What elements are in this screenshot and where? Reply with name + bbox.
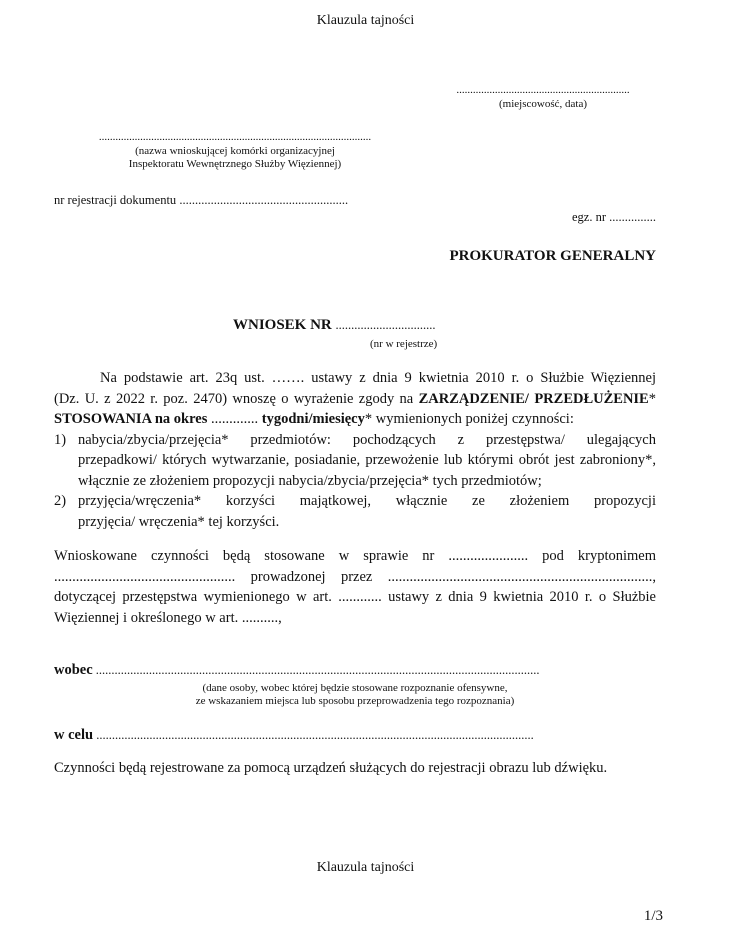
intro-line2b: ZARZĄDZENIE/ PRZEDŁUŻENIE [418,390,649,407]
list-item-line: nabycia/zbycia/przejęcia* przedmiotów: pochodzących z przestępstwa/ ulegających [78,431,656,448]
list-item-line: przyjęcia/ wręczenia* tej korzyści. [78,513,280,530]
copy-number [572,210,656,225]
list-item-line: przepadkowi/ których wytwarzanie, posiadanie, przewożenie lub którymi obrót jest zabroniony*, [78,452,656,468]
list-item [54,491,656,532]
recording-statement: Czynności będą rejestrowane za pomocą urządzeń służących do rejestracji obrazu lub dźwięku. [54,760,608,776]
intro-line3c: tygodni/miesięcy [261,411,365,427]
page-number: 1/3 [643,908,663,924]
list-item-line: włącznie ze złożeniem propozycji nabycia/zbycia/przejęcia* tych przedmiotów; [78,472,542,489]
cel-label: w celu [54,727,94,743]
wobec-line [54,662,656,679]
case-line4: Więziennej i określonego w art. .........., [54,609,282,626]
list-item-number: 2) [54,493,67,509]
intro-line3 [54,409,656,430]
wobec-label: wobec [54,662,93,678]
cel-dots: ............................................................................................................................................ [93,728,534,742]
copy-dots: ............... [609,210,656,224]
intro-line2a: (Dz. U. z 2022 r. poz. 2470) wnoszę o wyrażenie zgody na [54,390,419,407]
wobec-hint1: (dane osoby, wobec której będzie stosowane rozpoznanie ofensywne, [202,682,508,694]
request-title: WNIOSEK NR [233,317,332,333]
registration-dots: ...................................................... [179,193,349,207]
case-line2: .................................................. prowadzonej przez ........................................................................., [54,568,656,585]
intro-line3d: * wymienionych poniżej czynności: [364,411,574,427]
unit-dots: ................................................................................................... [98,131,372,143]
place-date-label: (miejscowość, data) [499,98,587,110]
recipient: PROKURATOR GENERALNY [449,248,656,264]
case-line3: dotyczącej przestępstwa wymienionego w art. ............ ustawy z dnia 9 kwietnia 2010 r. o Służbie [54,589,656,605]
unit-label-line1: (nazwa wnioskującej komórki organizacyjnej [135,145,335,157]
classification-footer: Klauzula tajności [316,860,415,875]
intro-line2 [54,389,656,410]
place-date-dots: ............................................................... [456,84,630,96]
case-line1: Wnioskowane czynności będą stosowane w sprawie nr ...................... pod kryptonimem [54,548,656,564]
intro-line1: Na podstawie art. 23q ust. ……. ustawy z dnia 9 kwietnia 2010 r. o Służbie Więziennej [100,370,656,386]
request-dots: ................................ [335,318,436,332]
request-sub: (nr w rejestrze) [370,338,438,350]
wobec-dots: .............................................................................................................................................. [92,663,540,677]
registration-line [54,193,348,208]
wobec-hint2: ze wskazaniem miejsca lub sposobu przeprowadzenia tego rozpoznania) [195,695,515,707]
request-title-line [233,317,436,334]
list-item-line: przyjęcia/wręczenia* korzyści majątkowej, włącznie ze złożeniem propozycji [78,493,656,509]
copy-label: egz. nr [571,210,606,224]
unit-label-line2: Inspektoratu Wewnętrznego Służby Więziennej) [128,158,342,170]
intro-line2c: * [648,390,656,407]
cel-line [54,727,656,744]
intro-line3a: STOSOWANIA na okres [54,411,208,427]
list-item [54,430,656,492]
list-item-number: 1) [54,431,67,448]
intro-line3b: ............. [207,411,262,427]
classification-header: Klauzula tajności [316,13,415,28]
registration-label: nr rejestracji dokumentu [54,193,177,207]
